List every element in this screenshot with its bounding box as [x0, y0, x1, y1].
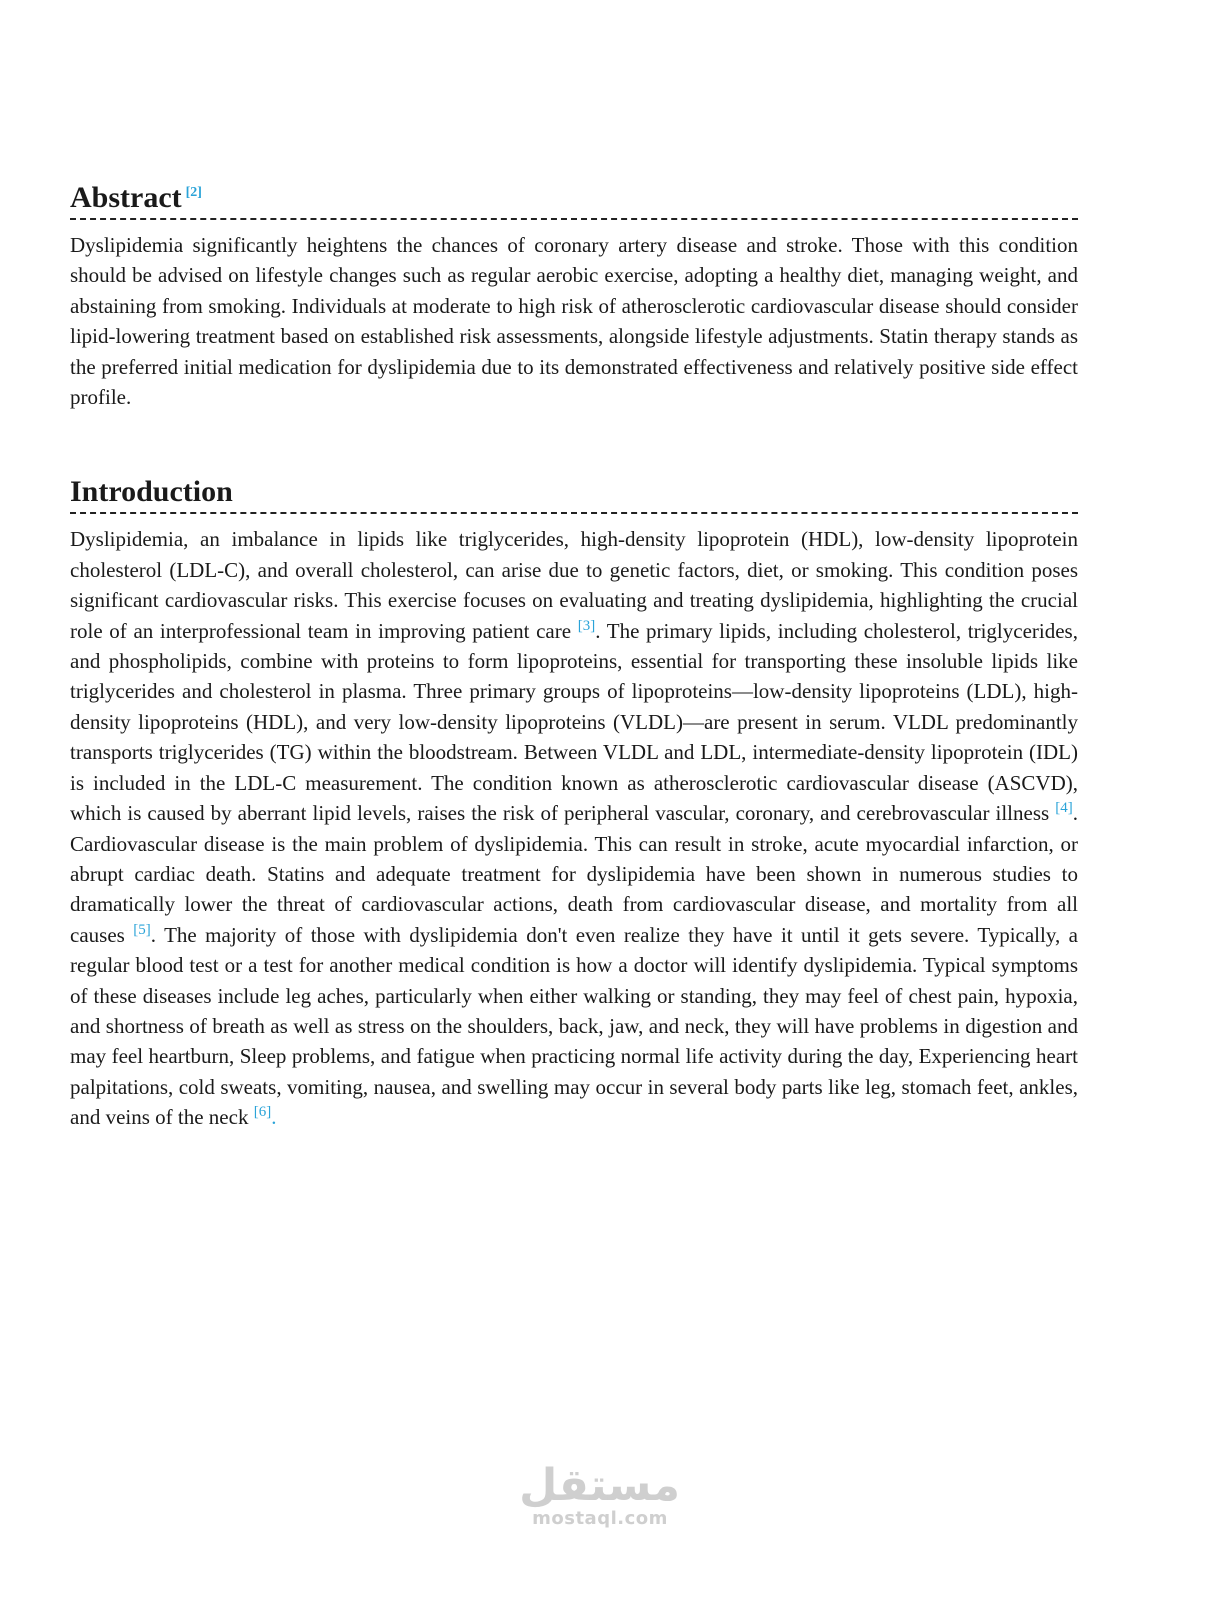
introduction-text-segment: . The primary lipids, including cholesterol, triglycerides, and phospholipids, combine with proteins to form lipoproteins, essential for transporting these insoluble lipids like triglycerides and cholesterol in plasma. Three primary groups of lipoproteins—low-density lipoproteins (LDL), high-density lipoproteins (HDL), and very low-density lipoproteins (VLDL)—are present in serum. VLDL predominantly transports triglycerides (TG) within the bloodstream. Between VLDL and LDL, intermediate-density lipoprotein (IDL) is included in the LDL-C measurement. The condition known as atherosclerotic cardiovascular disease (ASCVD), which is caused by aberrant lipid levels, raises the risk of peripheral vascular, coronary, and cerebrovascular illness	[70, 618, 1078, 826]
abstract-paragraph: Dyslipidemia significantly heightens the chances of coronary artery disease and stroke. Those with this condition should be advised on lifestyle changes such as regular aerobic exercise, adopting a healthy diet, managing weight, and abstaining from smoking. Individuals at moderate to high risk of atherosclerotic cardiovascular disease should consider lipid-lowering treatment based on established risk assessments, alongside lifestyle adjustments. Statin therapy stands as the preferred initial medication for dyslipidemia due to its demonstrated effectiveness and relatively positive side effect profile.	[70, 233, 1078, 410]
abstract-heading-text: Abstract	[70, 181, 182, 214]
document-page	[70, 180, 1078, 1133]
abstract-heading	[70, 180, 1078, 216]
watermark-arabic-logo: مستقل	[519, 1460, 680, 1511]
reference-link-6[interactable]: [6]	[253, 1104, 272, 1121]
introduction-text-segment: Dyslipidemia, an imbalance in lipids like triglycerides, high-density lipoprotein (HDL), low-density lipoprotein cholesterol (LDL-C), and overall cholesterol, can arise due to genetic factors, diet, or smoking. This condition poses significant cardiovascular risks. This exercise focuses on evaluating and treating dyslipidemia, highlighting the crucial role of an interprofessional team in improving patient care	[70, 527, 1078, 643]
reference-link-4[interactable]: [4]	[1055, 800, 1073, 817]
watermark-domain-text: mostaql.com	[532, 1508, 668, 1530]
introduction-section	[70, 474, 1078, 1132]
mostaql-watermark	[520, 1462, 680, 1529]
introduction-dashed-divider	[70, 512, 1078, 514]
introduction-paragraph	[70, 524, 1078, 1132]
introduction-heading: Introduction	[70, 475, 233, 509]
introduction-text-end: .	[271, 1105, 277, 1130]
abstract-dashed-divider	[70, 218, 1078, 220]
reference-link-5[interactable]: [5]	[133, 921, 151, 938]
introduction-text-segment: . Cardiovascular disease is the main problem of dyslipidemia. This can result in stroke, acute myocardial infarction, or abrupt cardiac death. Statins and adequate treatment for dyslipidemia have been shown in numerous studies to dramatically lower the threat of cardiovascular actions, death from cardiovascular disease, and mortality from all causes	[70, 801, 1078, 947]
abstract-section	[70, 180, 1078, 412]
reference-link-3[interactable]: [3]	[577, 617, 596, 634]
abstract-reference-link[interactable]: [2]	[185, 185, 202, 200]
introduction-text-segment: . The majority of those with dyslipidemia don't even realize they have it until it gets severe. Typically, a regular blood test or a test for another medical condition is how a doctor will identify dyslipidemia. Typical symptoms of these diseases include leg aches, particularly when either walking or standing, they may feel of chest pain, hypoxia, and shortness of breath as well as stress on the shoulders, back, jaw, and neck, they will have problems in digestion and may feel heartburn, Sleep problems, and fatigue when practicing normal life activity during the day, Experiencing heart palpitations, cold sweats, vomiting, nausea, and swelling may occur in several body parts like leg, stomach feet, ankles, and veins of the neck	[70, 922, 1078, 1130]
